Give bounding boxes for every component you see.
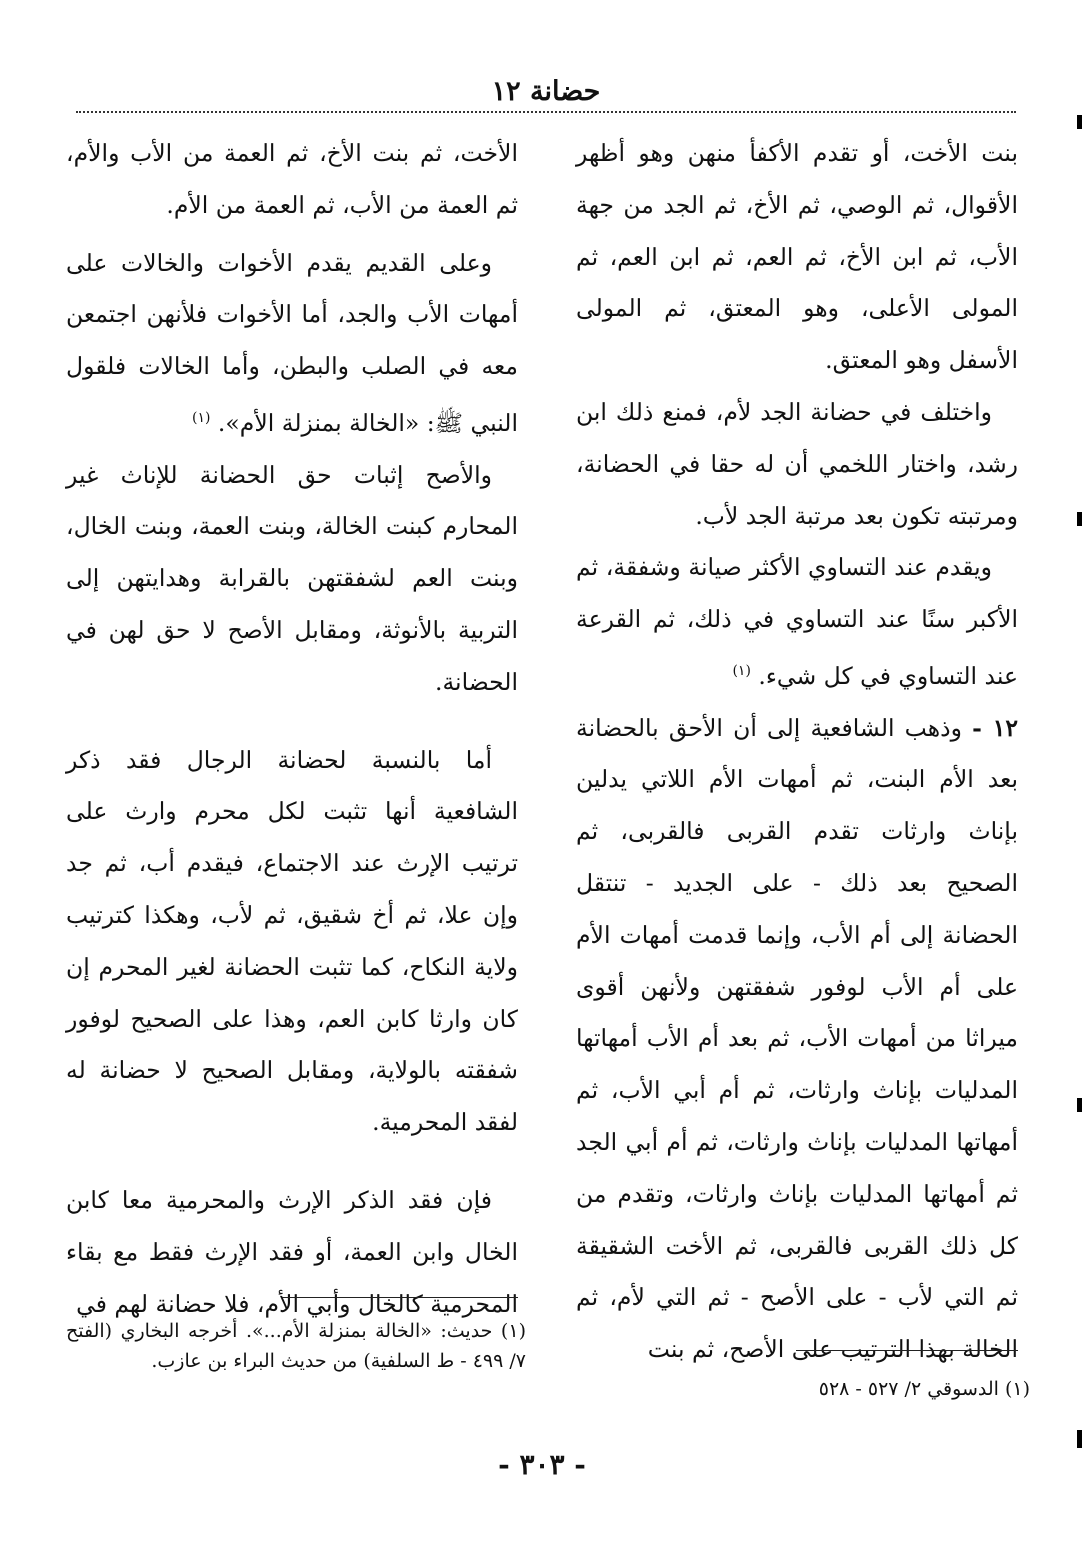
header-dotted-rule bbox=[76, 111, 1016, 113]
left-paragraph-3: والأصح إثبات حق الحضانة للإناث غير المحارم كبنت الخالة، وبنت العمة، وبنت الخال، وبنت العم لشفقتهن بالقرابة وهدايتهن إلى التربية بالأنوثة، ومقابل الأصح لا حق لهن في الحضانة. bbox=[66, 460, 518, 696]
left-paragraph-1: الأخت، ثم بنت الأخ، ثم العمة من الأب والأم، ثم العمة من الأب، ثم العمة من الأم. bbox=[66, 139, 518, 219]
scan-edge-mark bbox=[1077, 115, 1082, 129]
left-column bbox=[66, 128, 518, 1330]
scan-edge-mark bbox=[1077, 1098, 1082, 1112]
right-paragraph-4 bbox=[576, 703, 1018, 1376]
scan-edge-mark bbox=[1077, 1430, 1082, 1448]
footnote-reference: (١) bbox=[732, 662, 751, 679]
left-paragraph-2-text: وعلى القديم يقدم الأخوات والخالات على أمهات الأب والجد، أما الأخوات فلأنهن اجتمعن معه في الصلب والبطن، وأما الخالات فلقول النبي ﷺ: «الخالة بمنزلة الأم». bbox=[66, 248, 518, 437]
scan-edge-mark bbox=[1077, 512, 1082, 526]
page-number: - ٣٠٣ - bbox=[498, 1448, 586, 1481]
right-footnote-rule bbox=[796, 1350, 1018, 1351]
left-paragraph-4: أما بالنسبة لحضانة الرجال فقد ذكر الشافعية أنها تثبت لكل محرم وارث على ترتيب الإرث عند الاجتماع، فيقدم أب، ثم جد وإن علا، ثم أخ شقيق، ثم لأب، وهكذا كترتيب ولاية النكاح، كما تثبت الحضانة لغير المحرم إن كان وارثا كابن العم، وهذا على الصحيح لوفور شفقته بالولاية، ومقابل الصحيح لا حضانة له لفقد المحرمية. bbox=[66, 745, 518, 1137]
section-number: ١٢ - bbox=[972, 713, 1018, 742]
right-column bbox=[576, 128, 1018, 1376]
right-paragraph-1: بنت الأخت، أو تقدم الأكفأ منهن وهو أظهر الأقوال، ثم الوصي، ثم الأخ، ثم الجد من جهة الأب، ثم ابن الأخ، ثم العم، ثم ابن العم، ثم المولى الأعلى، وهو المعتق، ثم المولى الأسفل وهو المعتق. bbox=[576, 139, 1018, 375]
right-paragraph-3-text: ويقدم عند التساوي الأكثر صيانة وشفقة، ثم الأكبر سنًا عند التساوي في ذلك، ثم القرعة عند التساوي في كل شيء. bbox=[576, 553, 1018, 690]
running-header: حضانة ١٢ bbox=[491, 76, 601, 107]
right-paragraph-3 bbox=[576, 542, 1018, 702]
footnote-reference: (١) bbox=[191, 409, 211, 426]
right-paragraph-2: واختلف في حضانة الجد لأم، فمنع ذلك ابن رشد، واختار اللخمي أن له حقا في الحضانة، ومرتبته تكون بعد مرتبة الجد لأب. bbox=[576, 397, 1018, 530]
left-paragraph-2 bbox=[66, 238, 518, 450]
left-footnote-rule bbox=[282, 1297, 518, 1298]
right-paragraph-4-text: وذهب الشافعية إلى أن الأحق بالحضانة بعد الأم البنت، ثم أمهات الأم اللاتي يدلين بإناث وارثات تقدم القربى فالقربى، ثم الصحيح بعد ذلك - على الجديد - تنتقل الحضانة إلى أم الأب، وإنما قدمت أمهات الأم على أم الأب لوفور شفقتهن ولأنهن أقوى ميراثا من أمهات الأب، ثم بعد أم الأب أمهاتها المدليات بإناث وارثات، ثم أم أبي الأب، ثم أمهاتها المدليات بإناث وارثات، ثم أم أبي الجد ثم أمهاتها المدليات بإناث وارثات، وتقدم من كل ذلك القربى فالقربى، ثم الأخت الشقيقة ثم التي لأب - على الأصح - ثم التي لأم، ثم الخالة بهذا الترتيب على الأصح، ثم بنت bbox=[576, 713, 1018, 1364]
left-footnote: (١) حديث: «الخالة بمنزلة الأم...». أخرجه البخاري (الفتح ٧/ ٤٩٩ - ط السلفية) من حديث البراء بن عازب. bbox=[66, 1320, 526, 1372]
right-footnote: (١) الدسوقي ٢/ ٥٢٧ - ٥٢٨ bbox=[818, 1378, 1030, 1400]
left-paragraph-5: فإن فقد الذكر الإرث والمحرمية معا كابن الخال وابن العمة، أو فقد الإرث فقط مع بقاء المحرمية كالخال وأبي الأم، فلا حضانة لهم في bbox=[66, 1185, 518, 1318]
